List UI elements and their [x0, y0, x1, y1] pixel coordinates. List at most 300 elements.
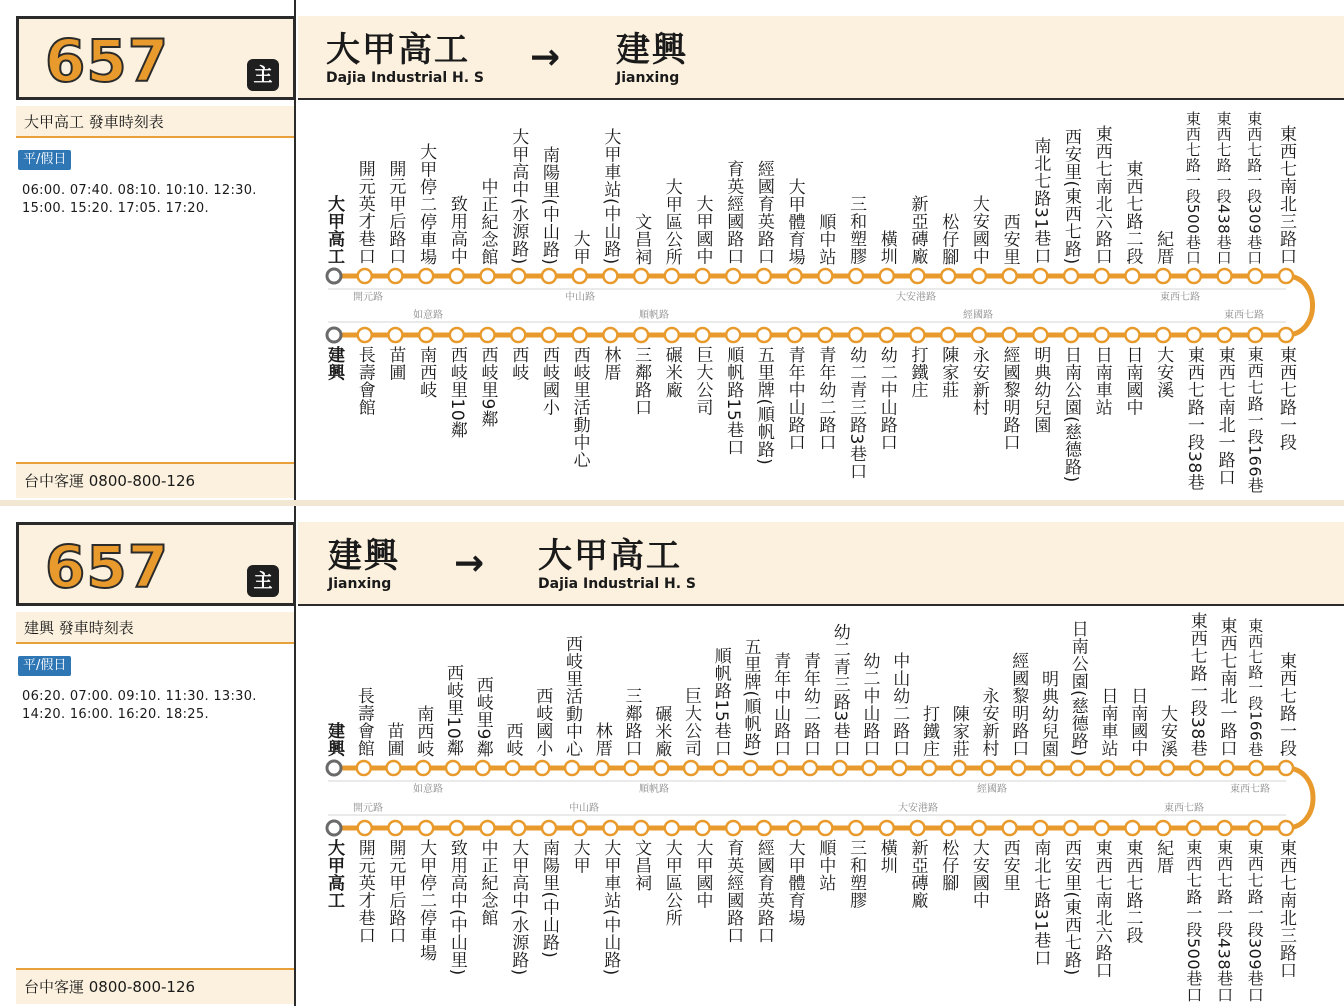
stop-label: 順中站 — [815, 839, 836, 892]
stop-marker — [1064, 269, 1078, 283]
stop-marker — [726, 269, 740, 283]
stop-label: 南西岐 — [416, 346, 437, 399]
origin-name-en: Dajia Industrial H. S — [326, 70, 484, 86]
terminal-stop-label: 大甲高工 — [324, 839, 344, 909]
stop-label: 苗圃 — [385, 346, 406, 381]
stop-label: 幼二青三路3巷口 — [829, 623, 850, 757]
stop-marker — [358, 269, 372, 283]
stop-label: 大甲停二停車場 — [416, 142, 437, 265]
stop-label: 西岐里活動中心 — [569, 346, 590, 469]
stop-label: 開元英才巷口 — [354, 839, 375, 944]
road-label: 經國路 — [977, 784, 1007, 795]
stop-marker — [357, 761, 371, 775]
stop-marker — [1101, 761, 1115, 775]
stop-label: 新亞磚廠 — [907, 839, 928, 909]
terminal-stop-marker — [327, 761, 341, 775]
stop-label: 致用高中(中山里) — [446, 839, 467, 976]
stop-marker — [849, 269, 863, 283]
route-number: 657 — [45, 27, 170, 95]
stop-marker — [773, 761, 787, 775]
stop-marker — [1095, 821, 1109, 835]
road-label: 大安港路 — [898, 803, 938, 814]
stop-marker — [542, 269, 556, 283]
stop-label: 西岐里活動中心 — [562, 634, 582, 757]
destination-name-en: Dajia Industrial H. S — [538, 576, 696, 592]
stop-label: 南北七路31巷口 — [1030, 137, 1051, 265]
stop-label: 開元甲后路口 — [385, 839, 406, 944]
stop-label: 明典幼兒園 — [1038, 669, 1058, 757]
stop-label: 大安國中 — [968, 839, 989, 909]
stop-label: 南西岐 — [413, 704, 434, 757]
stop-label: 日南國中 — [1122, 346, 1143, 416]
stop-label: 苗圃 — [383, 722, 404, 757]
stop-label: 西安里(東西七路) — [1061, 839, 1082, 976]
stop-label: 長壽會館 — [353, 687, 374, 757]
stop-label: 文昌祠 — [631, 212, 652, 265]
stop-marker — [863, 761, 877, 775]
stop-marker — [665, 269, 679, 283]
stop-marker — [833, 761, 847, 775]
stop-marker — [941, 821, 955, 835]
stop-label: 永安新村 — [978, 687, 999, 757]
destination — [616, 30, 688, 86]
stop-label: 東西七南北六路口 — [1091, 839, 1112, 979]
stop-marker — [696, 269, 710, 283]
stop-marker — [1190, 761, 1204, 775]
stop-label: 青年中山路口 — [784, 346, 805, 451]
stop-label: 青年幼二路口 — [815, 346, 836, 451]
stop-label: 南北七路31巷口 — [1030, 839, 1051, 967]
stop-label: 東西七路一段38巷 — [1186, 611, 1207, 757]
stop-marker — [511, 269, 525, 283]
terminal-stop-marker — [327, 821, 341, 835]
route-line — [334, 768, 1313, 828]
stop-marker — [603, 269, 617, 283]
schedule-sidebar — [0, 0, 296, 500]
stop-marker — [573, 269, 587, 283]
stop-label: 經國黎明路口 — [999, 346, 1020, 451]
stop-label: 大甲體育場 — [784, 839, 805, 927]
stop-label: 日南車站 — [1097, 687, 1118, 757]
route-number-box — [16, 16, 296, 100]
stop-label: 西安里 — [999, 212, 1020, 265]
stop-marker — [982, 761, 996, 775]
road-label: 順帆路 — [639, 784, 669, 795]
origin — [328, 536, 400, 592]
stop-marker — [1125, 328, 1139, 342]
stop-label: 日南公園(慈德路) — [1067, 620, 1088, 757]
stop-label: 大甲國中 — [692, 839, 713, 909]
stop-label: 經國育英路口 — [753, 160, 774, 265]
stop-marker — [788, 821, 802, 835]
terminal-stop-label: 大甲高工 — [324, 195, 344, 265]
road-label: 經國路 — [963, 310, 993, 321]
stop-label: 紀厝 — [1153, 230, 1174, 265]
times-line: 15:00. 15:20. 17:05. 17:20. — [22, 201, 209, 216]
stop-marker — [1279, 269, 1293, 283]
stop-marker — [603, 821, 617, 835]
stop-marker — [1064, 821, 1078, 835]
stop-label: 巨大公司 — [692, 346, 713, 416]
stop-marker — [634, 269, 648, 283]
road-label: 東西七路 — [1224, 310, 1264, 321]
stop-marker — [1011, 761, 1025, 775]
road-label: 大安港路 — [896, 292, 936, 303]
stop-marker — [1125, 269, 1139, 283]
stop-label: 東西七南北六路口 — [1091, 125, 1112, 265]
stop-label: 育英經國路口 — [723, 160, 744, 265]
stop-label: 東西七路一段500巷口 — [1183, 110, 1202, 265]
times-line: 14:20. 16:00. 16:20. 18:25. — [22, 707, 209, 722]
stop-marker — [387, 761, 401, 775]
times-line: 06:00. 07:40. 08:10. 10:10. 12:30. — [22, 183, 257, 198]
stop-marker — [1095, 269, 1109, 283]
stop-label: 大甲 — [569, 230, 590, 265]
stop-marker — [788, 269, 802, 283]
stop-label: 中正紀念館 — [477, 177, 498, 265]
stop-label: 林厝 — [600, 346, 621, 381]
stop-label: 松仔腳 — [938, 839, 959, 892]
stop-label: 大甲停二停車場 — [416, 839, 437, 962]
stop-marker — [573, 821, 587, 835]
stop-label: 東西七路一段438巷口 — [1214, 110, 1233, 265]
stop-label: 大甲國中 — [692, 195, 713, 265]
origin-name: 建興 — [328, 536, 400, 576]
stop-label: 致用高中 — [446, 195, 467, 265]
stop-label: 西岐國小 — [538, 346, 559, 416]
stop-marker — [450, 328, 464, 342]
stop-marker — [1279, 328, 1293, 342]
schedule-sidebar — [0, 506, 296, 1006]
stop-marker — [892, 761, 906, 775]
stop-marker — [1033, 821, 1047, 835]
stop-label: 三鄰路口 — [631, 346, 652, 416]
stop-marker — [481, 328, 495, 342]
destination-name-en: Jianxing — [616, 70, 680, 86]
departure-times — [22, 182, 292, 218]
stop-label: 東西七路一段 — [1276, 346, 1296, 451]
stop-marker — [506, 761, 520, 775]
stop-marker — [1130, 761, 1144, 775]
stop-label: 五里牌(順帆路) — [740, 637, 761, 757]
stop-marker — [910, 821, 924, 835]
stop-marker — [910, 328, 924, 342]
stop-marker — [803, 761, 817, 775]
stop-marker — [446, 761, 460, 775]
stop-label: 幼二青三路3巷口 — [846, 346, 867, 480]
terminal-stop-marker — [327, 269, 341, 283]
road-label: 東西七路 — [1230, 784, 1270, 795]
stop-label: 紀厝 — [1153, 839, 1174, 874]
stop-label: 經國黎明路口 — [1008, 652, 1029, 757]
stop-marker — [416, 761, 430, 775]
stop-label: 陳家莊 — [948, 704, 969, 757]
stop-marker — [450, 269, 464, 283]
stop-label: 日南公園(慈德路) — [1061, 346, 1082, 483]
stop-marker — [634, 821, 648, 835]
stop-label: 東西七路一段309巷口 — [1245, 110, 1264, 265]
stop-label: 西岐里9鄰 — [472, 675, 493, 757]
stop-marker — [511, 821, 525, 835]
stop-marker — [880, 328, 894, 342]
stop-label: 順中站 — [815, 212, 836, 265]
stop-marker — [565, 761, 579, 775]
stop-label: 東西七南北三路口 — [1276, 839, 1296, 979]
road-label: 東西七路 — [1160, 292, 1200, 303]
stop-label: 經國育英路口 — [753, 839, 774, 944]
stop-label: 陳家莊 — [938, 346, 959, 399]
stop-label: 東西七南北一路口 — [1216, 617, 1237, 757]
stop-marker — [419, 269, 433, 283]
day-type-tag: 平/假日 — [18, 150, 71, 170]
terminal-stop-marker — [327, 328, 341, 342]
origin — [326, 30, 484, 86]
stop-marker — [1125, 821, 1139, 835]
terminal-stop-label: 建興 — [324, 346, 344, 381]
stop-label: 大甲區公所 — [661, 839, 682, 927]
stop-marker — [542, 821, 556, 835]
stop-label: 東西七路二段 — [1122, 160, 1143, 265]
stop-marker — [684, 761, 698, 775]
stop-label: 大甲車站(中山路) — [600, 128, 621, 265]
stop-label: 大甲高中(水源路) — [508, 128, 529, 265]
stop-marker — [1218, 821, 1232, 835]
stop-label: 西安里 — [999, 839, 1020, 892]
stop-marker — [1218, 269, 1232, 283]
stop-label: 五里牌(順帆路) — [753, 346, 774, 466]
stop-marker — [941, 328, 955, 342]
stop-label: 橫圳 — [876, 839, 897, 874]
stop-label: 東西七路二段 — [1122, 839, 1143, 944]
stop-marker — [1064, 328, 1078, 342]
stop-marker — [972, 821, 986, 835]
stop-label: 東西七路一段309巷口 — [1245, 839, 1265, 1004]
stop-marker — [1187, 269, 1201, 283]
times-line: 06:20. 07:00. 09:10. 11:30. 13:30. — [22, 689, 257, 704]
road-label: 順帆路 — [639, 310, 669, 321]
stop-marker — [388, 269, 402, 283]
stop-marker — [1033, 269, 1047, 283]
stop-marker — [625, 761, 639, 775]
stop-marker — [665, 328, 679, 342]
stop-label: 松仔腳 — [938, 212, 959, 265]
stop-label: 日南國中 — [1127, 687, 1148, 757]
stop-marker — [1220, 761, 1234, 775]
stop-label: 大甲高中(水源路) — [508, 839, 529, 976]
stop-label: 三和塑膠 — [846, 839, 867, 909]
stop-label: 東西七路一段38巷 — [1183, 346, 1204, 492]
stop-label: 西岐 — [508, 346, 529, 381]
stop-marker — [450, 821, 464, 835]
stop-label: 西岐 — [502, 722, 523, 757]
road-label: 東西七路 — [1164, 803, 1204, 814]
stop-marker — [1156, 328, 1170, 342]
operator-contact: 台中客運 0800-800-126 — [16, 968, 294, 1004]
stop-label: 中正紀念館 — [477, 839, 498, 927]
stop-marker — [1041, 761, 1055, 775]
stop-marker — [1033, 328, 1047, 342]
stop-label: 日南車站 — [1091, 346, 1112, 416]
stop-label: 開元英才巷口 — [354, 160, 375, 265]
stop-marker — [922, 761, 936, 775]
stop-label: 打鐵庄 — [907, 346, 928, 399]
stop-marker — [726, 328, 740, 342]
stop-marker — [1249, 761, 1263, 775]
stop-marker — [358, 328, 372, 342]
stop-marker — [1248, 269, 1262, 283]
stop-label: 新亞磚廠 — [907, 195, 928, 265]
stop-label: 幼二中山路口 — [876, 346, 897, 451]
stop-marker — [714, 761, 728, 775]
stop-marker — [941, 269, 955, 283]
road-label: 如意路 — [413, 310, 443, 321]
stop-marker — [757, 328, 771, 342]
stop-label: 幼二中山路口 — [859, 652, 880, 757]
schedule-title: 建興 發車時刻表 — [16, 612, 294, 644]
road-label: 開元路 — [353, 292, 383, 303]
stop-marker — [481, 269, 495, 283]
route-map — [298, 608, 1344, 1006]
stop-marker — [1095, 328, 1109, 342]
stop-label: 順帆路15巷口 — [710, 646, 731, 757]
stop-marker — [665, 821, 679, 835]
stop-marker — [1071, 761, 1085, 775]
route-header — [298, 522, 1344, 606]
stop-label: 大甲體育場 — [784, 177, 805, 265]
stop-marker — [788, 328, 802, 342]
stop-label: 順帆路15巷口 — [723, 346, 744, 457]
road-label: 如意路 — [413, 784, 443, 795]
stop-label: 西岐國小 — [532, 687, 553, 757]
stop-marker — [542, 328, 556, 342]
operator-contact: 台中客運 0800-800-126 — [16, 462, 294, 498]
stop-label: 東西七路一段438巷口 — [1214, 839, 1234, 1004]
stop-marker — [1279, 761, 1293, 775]
stop-marker — [952, 761, 966, 775]
stop-marker — [880, 821, 894, 835]
stop-marker — [726, 821, 740, 835]
route-number: 657 — [45, 533, 170, 601]
stop-marker — [744, 761, 758, 775]
stop-label: 南陽里(中山路) — [538, 839, 559, 959]
stop-label: 東西七南北一路口 — [1214, 346, 1235, 486]
stop-label: 大甲車站(中山路) — [600, 839, 621, 976]
stop-label: 育英經國路口 — [723, 839, 744, 944]
stop-marker — [634, 328, 648, 342]
stop-label: 東西七路一段166巷 — [1245, 346, 1265, 494]
stop-label: 中山幼二路口 — [889, 652, 910, 757]
schedule-title: 大甲高工 發車時刻表 — [16, 106, 294, 138]
stop-marker — [535, 761, 549, 775]
stop-marker — [1218, 328, 1232, 342]
stop-marker — [849, 328, 863, 342]
stop-marker — [696, 821, 710, 835]
stop-label: 青年中山路口 — [770, 652, 791, 757]
stop-marker — [1156, 821, 1170, 835]
stop-marker — [1187, 821, 1201, 835]
day-type-tag: 平/假日 — [18, 656, 71, 676]
stop-marker — [476, 761, 490, 775]
stop-label: 西岐里10鄰 — [446, 346, 467, 439]
stop-label: 東西七路一段 — [1276, 652, 1296, 757]
stop-marker — [818, 269, 832, 283]
stop-label: 三和塑膠 — [846, 195, 867, 265]
stop-marker — [573, 328, 587, 342]
stop-label: 南陽里(中山路) — [538, 145, 559, 265]
stop-marker — [1156, 269, 1170, 283]
destination-name: 大甲高工 — [538, 536, 682, 576]
stop-marker — [757, 269, 771, 283]
stop-label: 巨大公司 — [681, 687, 701, 757]
stop-marker — [1003, 328, 1017, 342]
stop-label: 西岐里9鄰 — [477, 346, 498, 428]
stop-marker — [849, 821, 863, 835]
stop-marker — [1248, 328, 1262, 342]
stop-label: 文昌祠 — [631, 839, 652, 892]
stop-label: 碾米廠 — [661, 346, 682, 399]
departure-times — [22, 688, 292, 724]
stop-marker — [880, 269, 894, 283]
stop-marker — [1248, 821, 1262, 835]
stop-label: 東西七路一段166巷 — [1246, 618, 1265, 757]
route-map — [298, 102, 1344, 500]
stop-label: 西安里(東西七路) — [1061, 128, 1082, 265]
stop-label: 開元甲后路口 — [385, 160, 406, 265]
direction-arrow-icon: → — [454, 543, 485, 584]
stop-label: 大甲區公所 — [661, 177, 682, 265]
main-route-badge: 主 — [247, 59, 279, 91]
stop-label: 大安溪 — [1157, 704, 1177, 757]
stop-marker — [595, 761, 609, 775]
stop-label: 林厝 — [591, 722, 612, 757]
stop-marker — [603, 328, 617, 342]
stop-label: 西岐里10鄰 — [443, 664, 463, 757]
stop-marker — [654, 761, 668, 775]
stop-marker — [1003, 269, 1017, 283]
route-line — [334, 276, 1313, 335]
stop-label: 橫圳 — [876, 230, 897, 265]
route-header — [298, 16, 1344, 100]
stop-label: 東西七路一段500巷口 — [1183, 839, 1203, 1004]
stop-marker — [1187, 328, 1201, 342]
road-label: 中山路 — [565, 292, 595, 303]
stop-marker — [818, 821, 832, 835]
destination — [538, 536, 696, 592]
stop-label: 明典幼兒園 — [1030, 346, 1051, 434]
stop-marker — [419, 821, 433, 835]
stop-label: 大安溪 — [1153, 346, 1174, 399]
road-label: 中山路 — [569, 803, 599, 814]
stop-marker — [972, 328, 986, 342]
stop-label: 碾米廠 — [651, 704, 672, 757]
route-panel — [0, 0, 1344, 500]
stop-marker — [972, 269, 986, 283]
road-label: 開元路 — [353, 803, 383, 814]
stop-marker — [696, 328, 710, 342]
stop-label: 青年幼二路口 — [800, 652, 820, 757]
panel-separator — [0, 500, 1344, 506]
stop-label: 三鄰路口 — [621, 687, 642, 757]
main-route-badge: 主 — [247, 565, 279, 597]
stop-marker — [1279, 821, 1293, 835]
direction-arrow-icon: → — [530, 37, 561, 78]
route-panel — [0, 506, 1344, 1006]
origin-name: 大甲高工 — [326, 30, 470, 70]
stop-label: 長壽會館 — [354, 346, 375, 416]
stop-label: 東西七南北三路口 — [1276, 125, 1296, 265]
route-number-box — [16, 522, 296, 606]
destination-name: 建興 — [616, 30, 688, 70]
